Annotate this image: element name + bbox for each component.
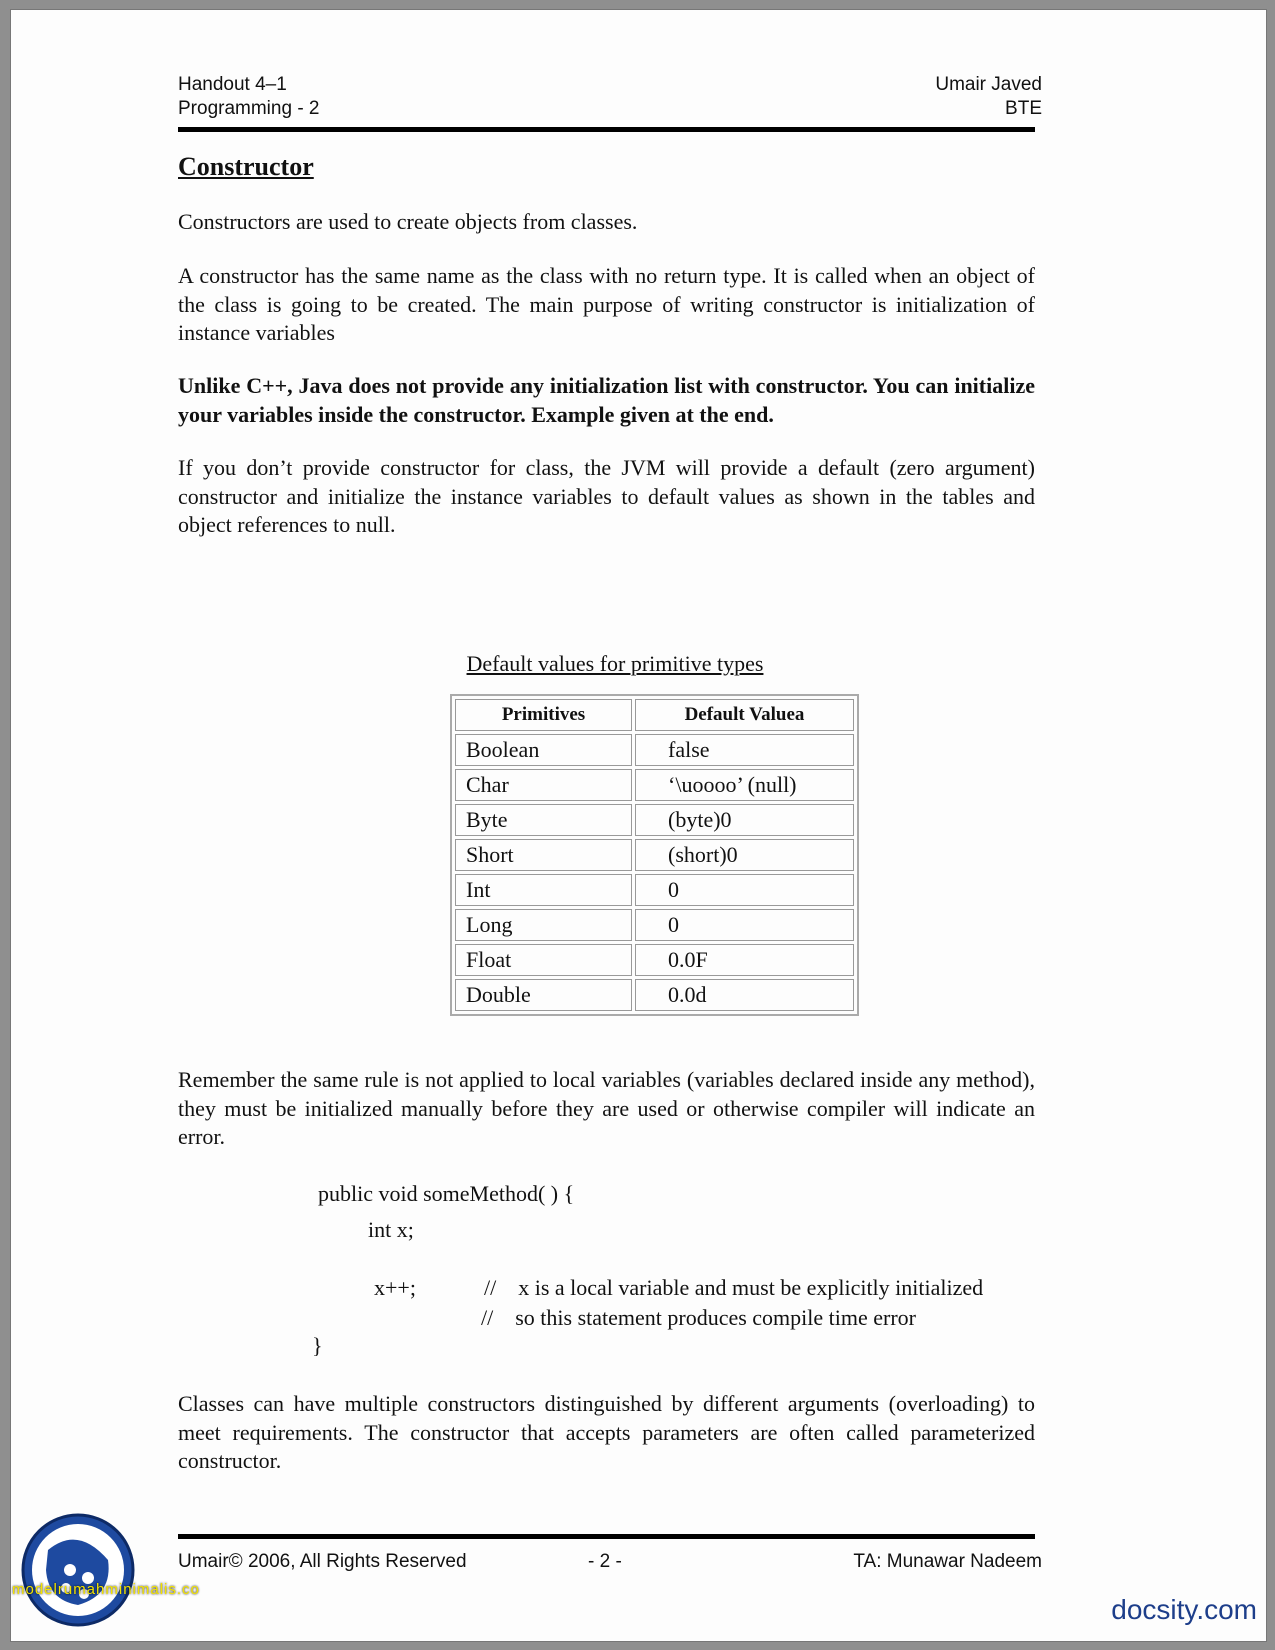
- footer-copyright: Umair© 2006, All Rights Reserved: [178, 1551, 467, 1572]
- site-logo-icon: [18, 1510, 138, 1630]
- footer-page-number: - 2 -: [588, 1551, 622, 1572]
- header-left: [178, 73, 320, 121]
- code-comment: // so this statement produces compile time error: [481, 1305, 917, 1330]
- column-header: Primitives: [455, 699, 632, 731]
- table-cell: Double: [455, 979, 632, 1011]
- table-cell: 0.0F: [635, 944, 854, 976]
- table-cell: Long: [455, 909, 632, 941]
- docsity-link[interactable]: docsity.com: [1111, 1594, 1257, 1625]
- table-cell: (short)0: [635, 839, 854, 871]
- table-header-row: [455, 699, 854, 731]
- table-cell: 0.0d: [635, 979, 854, 1011]
- table-caption: Default values for primitive types: [466, 651, 764, 676]
- table-row: [455, 979, 854, 1011]
- table-cell: ‘\uoooo’ (null): [635, 769, 854, 801]
- table-cell: Byte: [455, 804, 632, 836]
- table-cell: 0: [635, 874, 854, 906]
- table-row: [455, 734, 854, 766]
- table-row: [455, 874, 854, 906]
- paragraph-definition: A constructor has the same name as the class with no return type. It is called when an object of the class is going to be created. The main purpose of writing constructor is initialization of instance variables: [178, 263, 1035, 345]
- code-line-statement: x++;: [374, 1275, 416, 1300]
- code-comment: // x is a local variable and must be explicitly initialized: [484, 1275, 984, 1300]
- header-right: [935, 73, 1042, 121]
- table-cell: Int: [455, 874, 632, 906]
- table-cell: false: [635, 734, 854, 766]
- table-cell: Char: [455, 769, 632, 801]
- table-cell: 0: [635, 909, 854, 941]
- handout-label: Handout 4–1: [178, 74, 287, 95]
- footer-ta: TA: Munawar Nadeem: [853, 1551, 1042, 1572]
- department-label: BTE: [1005, 98, 1042, 119]
- watermark-text: modelrumahminimalis.co: [12, 1581, 200, 1598]
- column-header: Default Valuea: [635, 699, 854, 731]
- paragraph-intro: Constructors are used to create objects from classes.: [178, 209, 638, 234]
- table-row: [455, 839, 854, 871]
- course-label: Programming - 2: [178, 98, 320, 119]
- table-row: [455, 944, 854, 976]
- table-row: [455, 909, 854, 941]
- code-line-declaration: int x;: [368, 1217, 414, 1242]
- table-row: [455, 804, 854, 836]
- section-title: Constructor: [178, 152, 314, 181]
- table-row: [455, 769, 854, 801]
- code-line-signature: public void someMethod( ) {: [318, 1181, 575, 1206]
- paragraph-overloading: Classes can have multiple constructors distinguished by different arguments (overloading) to meet requirements. The constructor that accepts parameters are often called parameterized constructor.: [178, 1391, 1035, 1473]
- code-line-closing-brace: }: [312, 1333, 323, 1358]
- table-cell: Boolean: [455, 734, 632, 766]
- header-rule: [178, 127, 1035, 132]
- paragraph-local-variables: Remember the same rule is not applied to local variables (variables declared inside any method), they must be initialized manually before they are used or otherwise compiler will indicate an error.: [178, 1067, 1035, 1149]
- footer-rule: [178, 1534, 1035, 1539]
- default-values-table: [450, 694, 859, 1016]
- author-name: Umair Javed: [935, 74, 1042, 95]
- table-cell: Float: [455, 944, 632, 976]
- table-cell: Short: [455, 839, 632, 871]
- paragraph-note: Unlike C++, Java does not provide any initialization list with constructor. You can initialize your variables inside the constructor. Example given at the end.: [178, 373, 1035, 427]
- table-cell: (byte)0: [635, 804, 854, 836]
- paragraph-default-constructor: If you don’t provide constructor for class, the JVM will provide a default (zero argument) constructor and initialize the instance variables to default values as shown in the tables and object references to null.: [178, 455, 1035, 537]
